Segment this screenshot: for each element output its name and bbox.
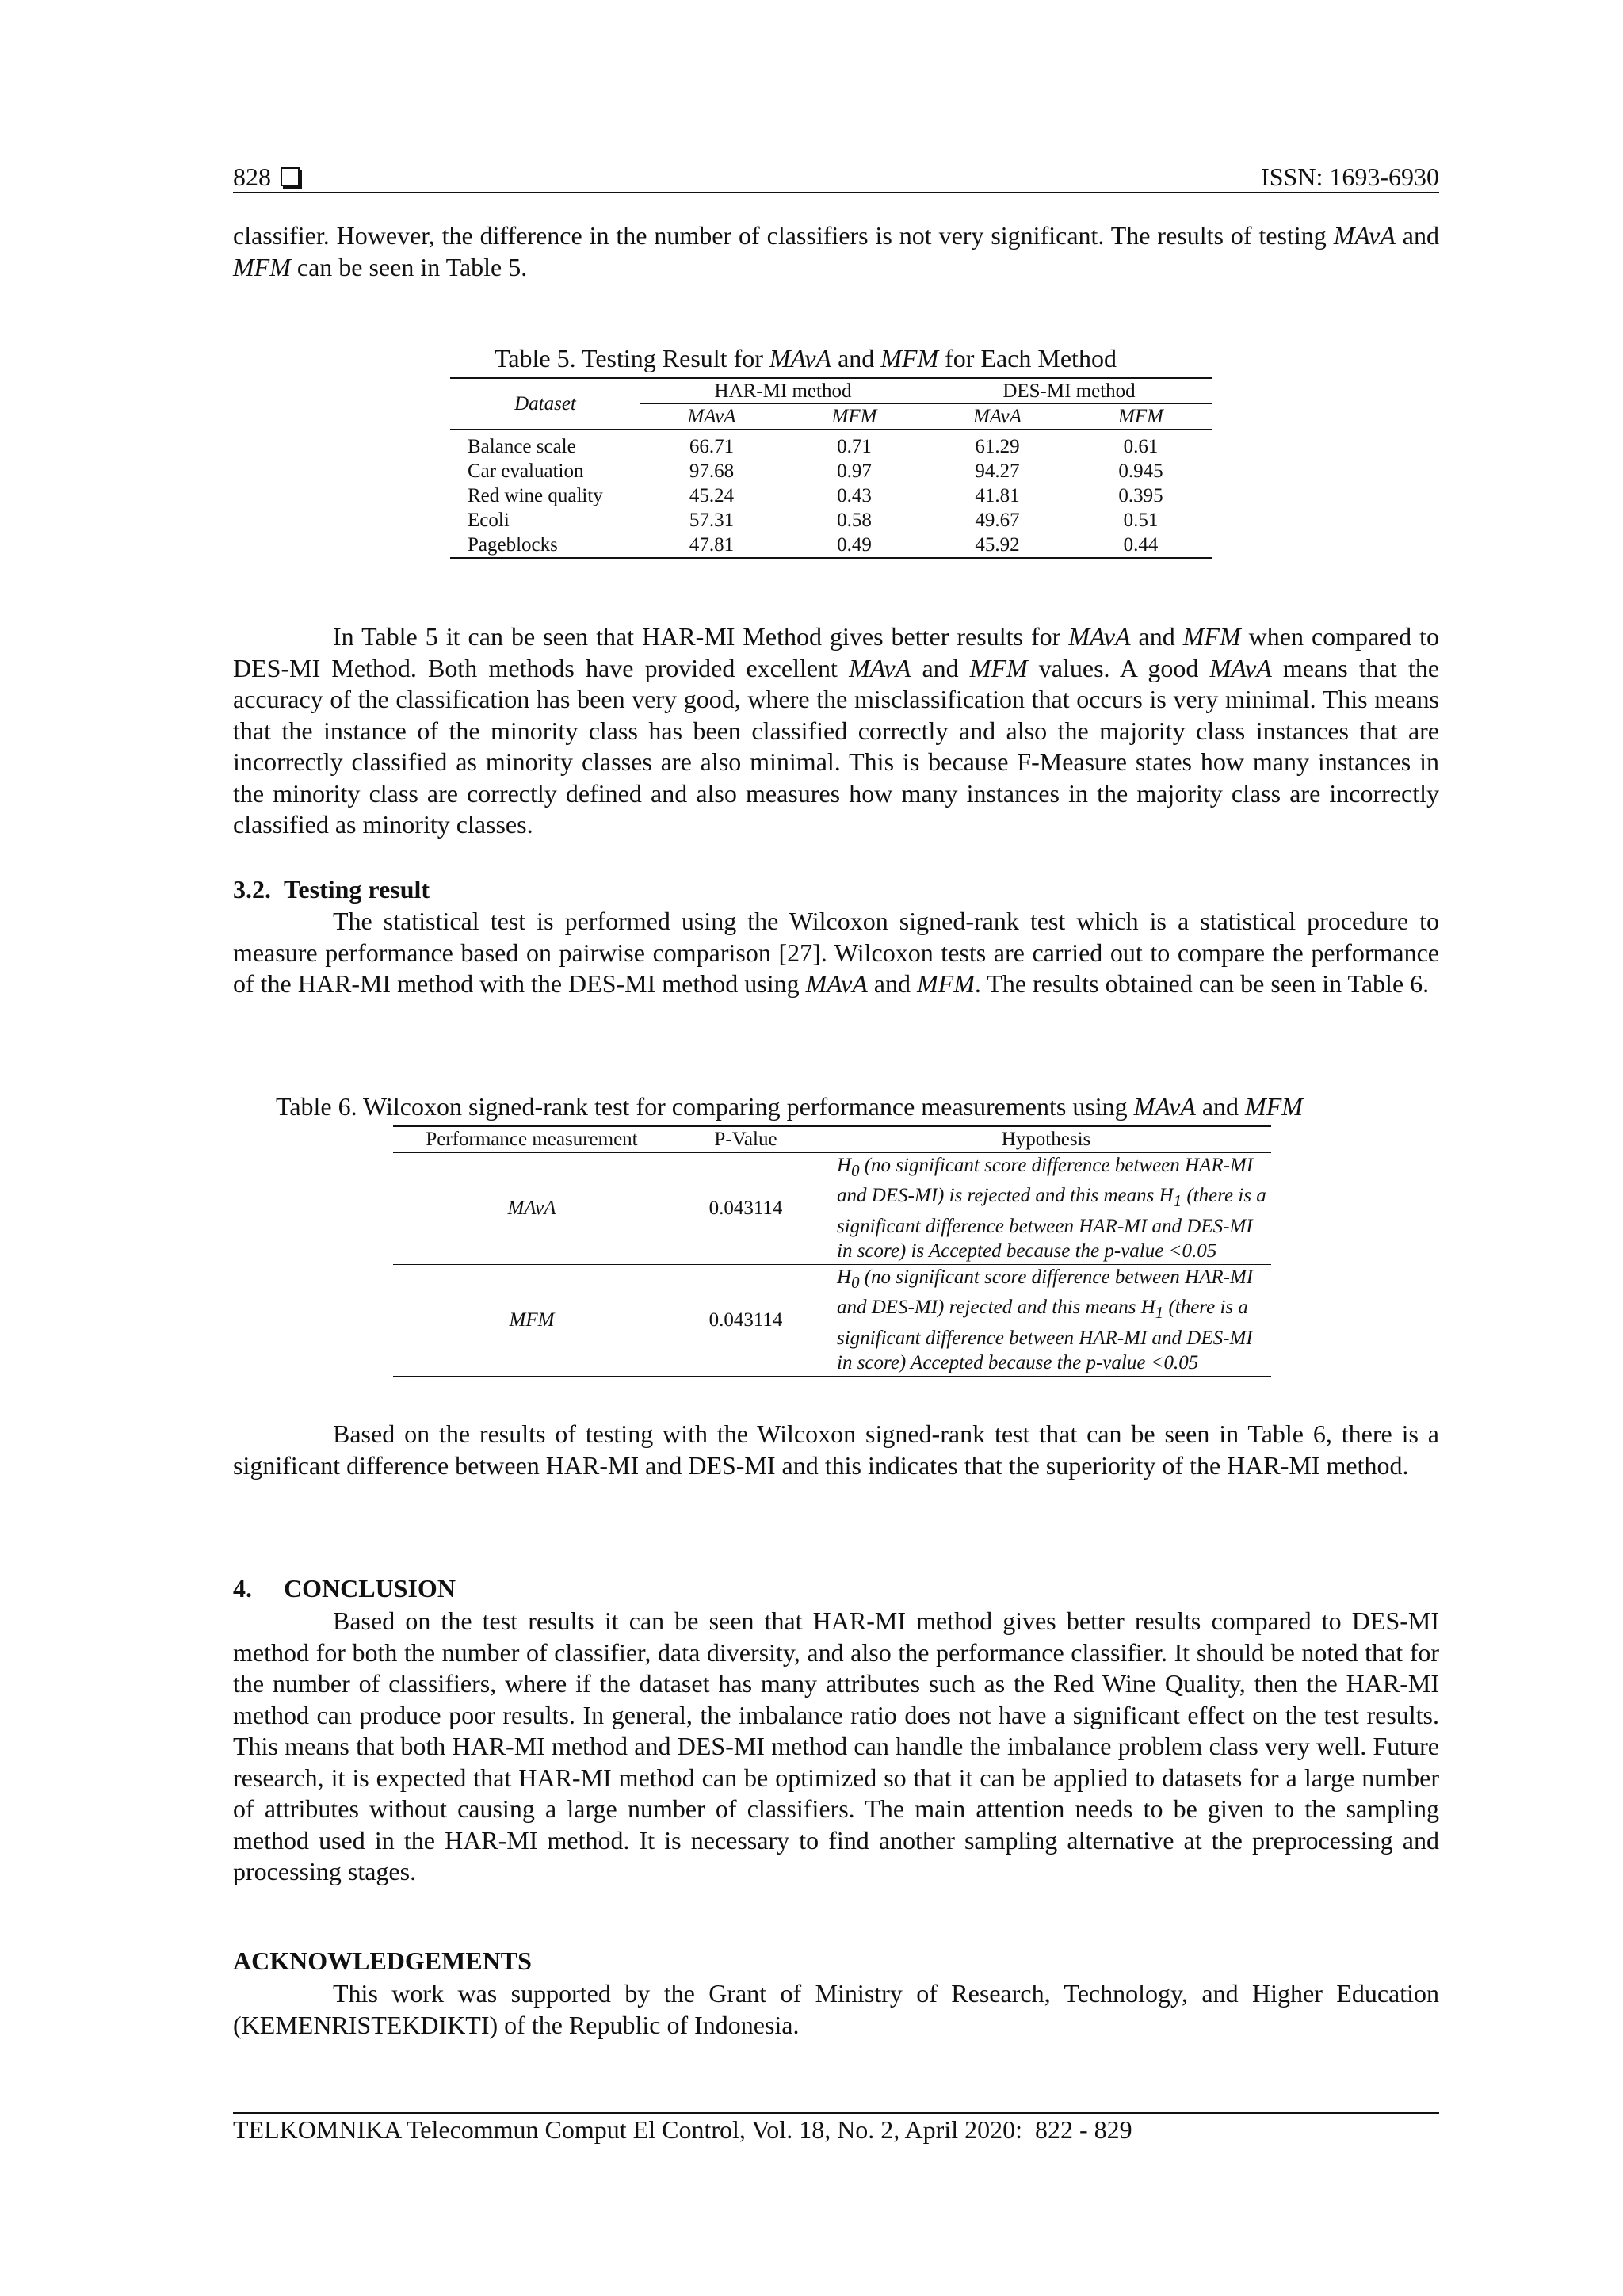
table-row [450, 508, 1212, 533]
table5-group-des-mi: DES-MI method [926, 378, 1212, 404]
table6-header-hypothesis: Hypothesis [821, 1126, 1271, 1152]
issn: ISSN: 1693-6930 [1261, 162, 1439, 191]
section-heading-testing-result: 3.2. Testing result [233, 875, 430, 904]
table6-hypothesis-cell: $H_0$ (no significant score difference between HAR-MI and DES-MI) rejected and this means $H_1$ (there is a significant difference between HAR-MI and DES-MI in score) Accepted because the p-value <0.05 [821, 1264, 1271, 1377]
table5-cell: 41.81 [975, 485, 1020, 506]
table5-subheader: MFM [783, 404, 926, 430]
table6-pvalue-cell: 0.043114 [670, 1152, 821, 1264]
table-row [393, 1264, 1271, 1377]
table5-cell: 97.68 [689, 460, 735, 482]
table5-dataset-cell: Pageblocks [450, 533, 640, 558]
table-row [450, 459, 1212, 483]
table6-hypothesis-cell: $H_0$ (no significant score difference between HAR-MI and DES-MI) is rejected and this means $H_1$ (there is a significant difference between HAR-MI and DES-MI in score) is Accepted because the p-value <0.05 [821, 1152, 1271, 1264]
table5-cell: 66.71 [689, 436, 735, 457]
table6-caption: Table 6. Wilcoxon signed-rank test for comparing performance measurements using MAvA and MFM [276, 1092, 1303, 1121]
table5-cell: 57.31 [689, 510, 735, 531]
acknowledgements-paragraph: This work was supported by the Grant of Ministry of Research, Technology, and Higher Education (KEMENRISTEKDIKTI) of the Republic of Indonesia. [233, 1979, 1439, 2039]
table6-measure-cell: MFM [393, 1264, 670, 1377]
intro-paragraph: classifier. However, the difference in the number of classifiers is not very significant. The results of testing MAvA and MFM can be seen in Table 5. [233, 221, 1440, 281]
table5-dataset-cell: Balance scale [468, 436, 576, 457]
page-header [233, 154, 1439, 192]
table5-dataset-header: Dataset [450, 378, 640, 430]
table5-cell: 0.97 [837, 460, 872, 482]
table5-subheader: MAvA [640, 404, 783, 430]
page-number: 828 [233, 162, 300, 192]
section-heading-acknowledgements: ACKNOWLEDGEMENTS [233, 1946, 532, 1975]
footer-rule [233, 2112, 1439, 2114]
table5-discussion-paragraph: In Table 5 it can be seen that HAR-MI Method gives better results for MAvA and MFM when compared to DES-MI Method. Both methods have provided excellent MAvA and MFM values. A good MAvA means that the accuracy of the classification has been very good, where the misclassification that occurs is very minimal. This means that the instance of the minority class has been classified correctly and also the majority class instances that are incorrectly classified as minority classes are also minimal. This is because F-Measure states how many instances in the minority class are correctly defined and also measures how many instances in the majority class are incorrectly classified as minority classes. [233, 622, 1440, 839]
table5-cell: 0.395 [1118, 485, 1163, 506]
table5-dataset-cell: Car evaluation [468, 460, 584, 482]
table5-dataset-cell: Ecoli [468, 510, 510, 531]
table5-cell: 49.67 [975, 510, 1020, 531]
table6-pvalue-cell: 0.043114 [670, 1264, 821, 1377]
table5-cell: 61.29 [975, 436, 1020, 457]
table5-cell: 0.945 [1118, 460, 1163, 482]
table-row [450, 483, 1212, 508]
table5-cell: 94.27 [975, 460, 1020, 482]
table5-cell: 0.49 [783, 533, 926, 558]
table6-header-pvalue: P-Value [670, 1126, 821, 1152]
section-heading-conclusion: 4. CONCLUSION [233, 1574, 456, 1603]
table5-cell: 0.44 [1069, 533, 1212, 558]
table6-measure-cell: MAvA [393, 1152, 670, 1264]
table5-cell: 0.51 [1123, 510, 1159, 531]
table5-subheader: MFM [1069, 404, 1212, 430]
table5-dataset-cell: Red wine quality [468, 485, 603, 506]
table-row [393, 1152, 1271, 1264]
table5-cell: 0.58 [837, 510, 872, 531]
table5-cell: 45.24 [689, 485, 735, 506]
table5-cell: 0.61 [1123, 436, 1159, 457]
box-icon [281, 167, 300, 186]
table5-group-har-mi: HAR-MI method [640, 378, 926, 404]
table-row [450, 533, 1212, 558]
testing-result-paragraph: The statistical test is performed using the Wilcoxon signed-rank test which is a statistical procedure to measure performance based on pairwise comparison [27]. Wilcoxon tests are carried out to compare the performance of the HAR-MI method with the DES-MI method using MAvA and MFM. The results obtained can be seen in Table 6. [233, 907, 1439, 998]
table6-header-measurement: Performance measurement [393, 1126, 670, 1152]
table5-cell: 45.92 [926, 533, 1069, 558]
page-footer: TELKOMNIKA Telecommun Comput El Control, Vol. 18, No. 2, April 2020: 822 - 829 [233, 2115, 1132, 2144]
table5 [450, 377, 1212, 559]
table5-cell: 47.81 [640, 533, 783, 558]
table5-caption: Table 5. Testing Result for MAvA and MFM for Each Method [495, 344, 1117, 372]
table-row [450, 430, 1212, 460]
conclusion-paragraph: Based on the test results it can be seen that HAR-MI method gives better results compared to DES-MI method for both the number of classifier, data diversity, and also the performance classifier. It should be noted that for the number of classifiers, where if the dataset has many attributes such as the Red Wine Quality, then the HAR-MI method can produce poor results. In general, the imbalance ratio does not have a significant effect on the test results. This means that both HAR-MI method and DES-MI method can handle the imbalance problem class very well. Future research, it is expected that HAR-MI method can be optimized so that it can be applied to datasets for a large number of attributes without causing a large number of classifiers. The main attention needs to be given to the sampling method used in the HAR-MI method. It is necessary to find another sampling alternative at the preprocessing and processing stages. [233, 1606, 1439, 1885]
table5-cell: 0.43 [837, 485, 872, 506]
header-rule [233, 192, 1439, 193]
table5-cell: 0.71 [837, 436, 872, 457]
table6-discussion-paragraph: Based on the results of testing with the Wilcoxon signed-rank test that can be seen in Table 6, there is a significant difference between HAR-MI and DES-MI and this indicates that the superiority of the HAR-MI method. [233, 1419, 1439, 1480]
table6 [393, 1125, 1271, 1377]
table5-subheader: MAvA [926, 404, 1069, 430]
